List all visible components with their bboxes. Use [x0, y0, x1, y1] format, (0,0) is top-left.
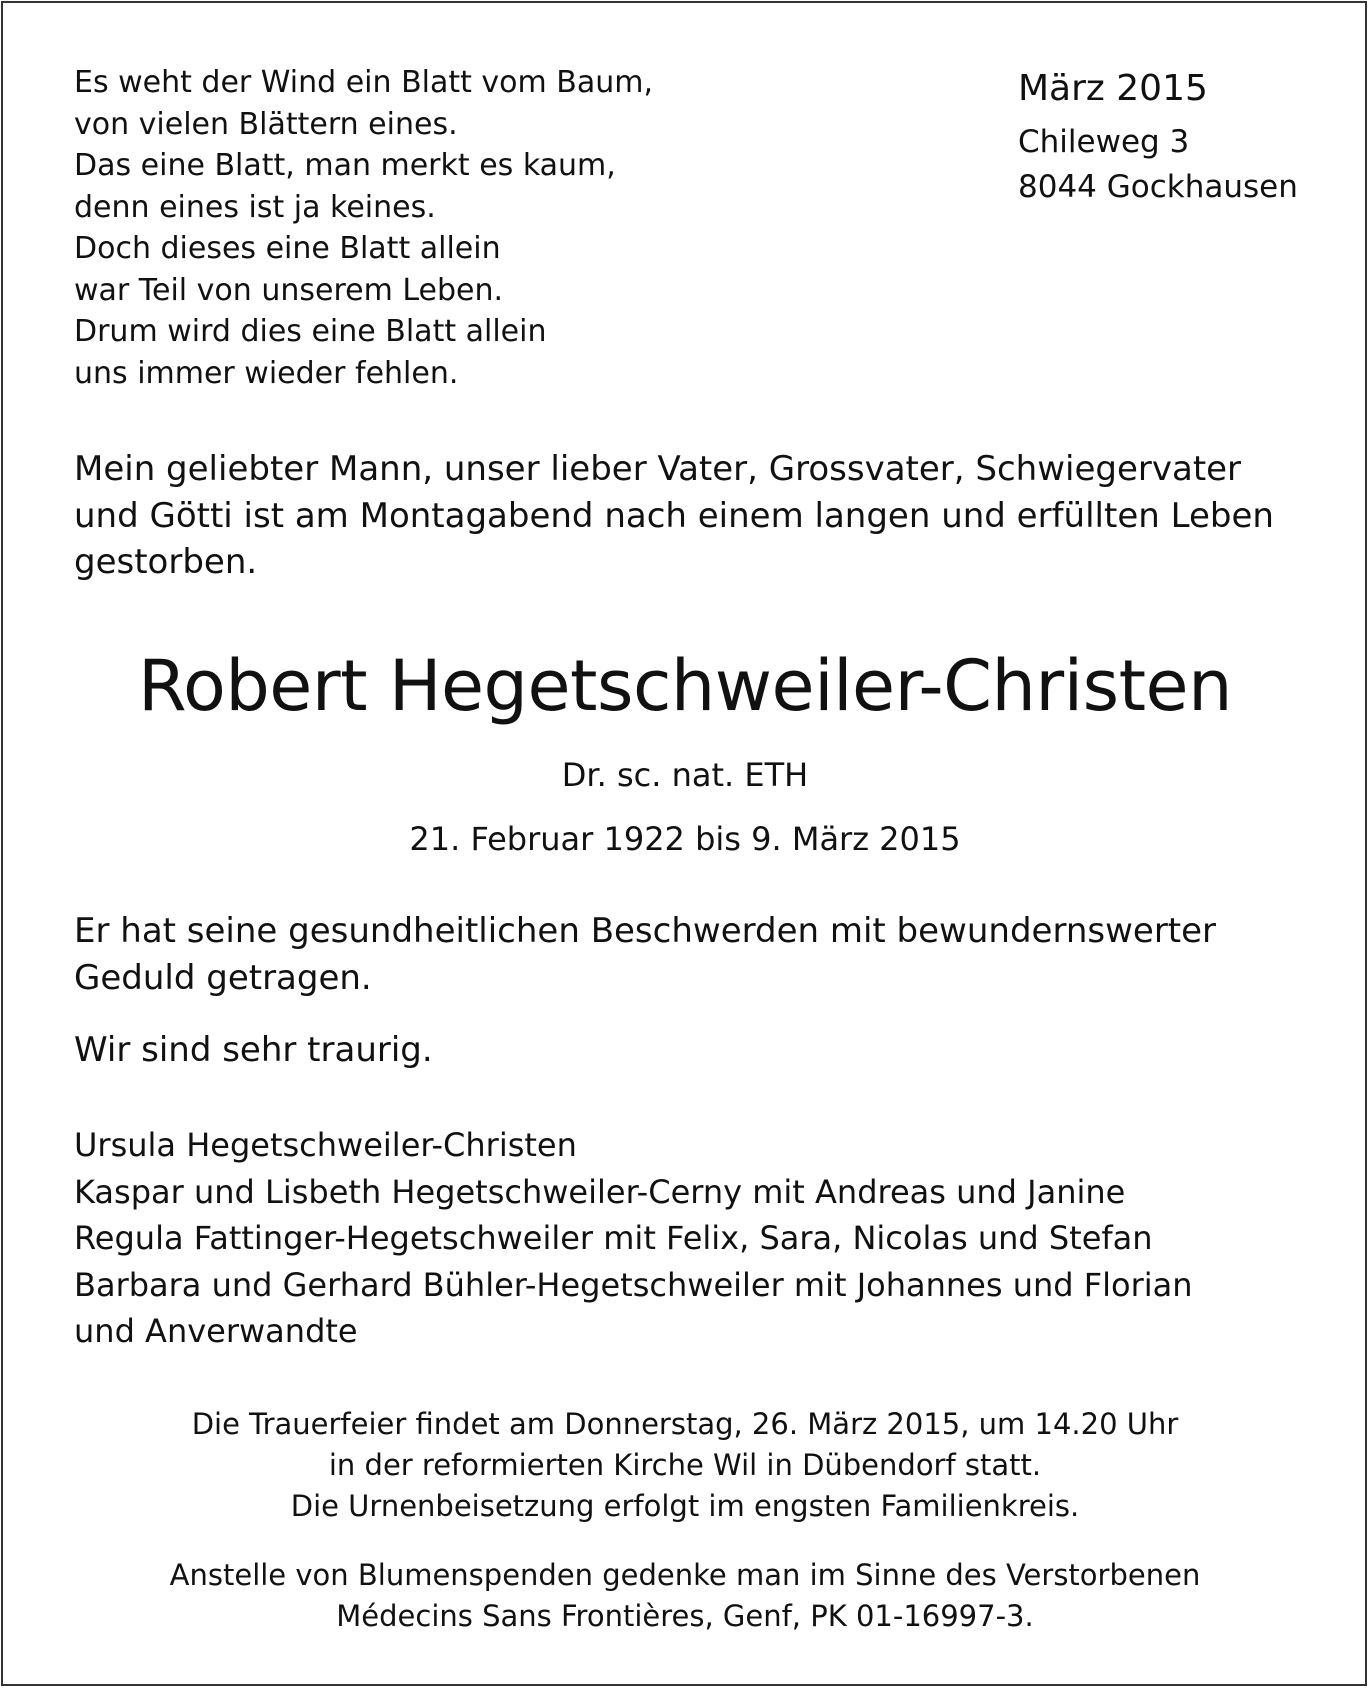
poem-line: denn eines ist ja keines. — [74, 189, 436, 225]
deceased-name: Robert Hegetschweiler-Christen — [138, 645, 1232, 727]
service-line: Die Urnenbeisetzung erfolgt im engsten Familienkreis. — [290, 1489, 1080, 1523]
family-line: Regula Fattinger-Hegetschweiler mit Felix, Sara, Nicolas und Stefan — [74, 1219, 1153, 1257]
family-line: und Anverwandte — [74, 1312, 358, 1350]
poem — [74, 62, 653, 394]
address-street: Chileweg 3 — [1018, 124, 1190, 160]
poem-line: von vielen Blättern eines. — [74, 106, 458, 142]
family-line: Barbara und Gerhard Bühler-Hegetschweiler mit Johannes und Florian — [74, 1265, 1193, 1304]
announcement-text: Mein geliebter Mann, unser lieber Vater, Grossvater, Schwiegervater und Götti ist am Montagabend nach einem langen und erfüllten Leben gestorben. — [74, 449, 1274, 582]
poem-line: Doch dieses eine Blatt allein — [74, 231, 501, 266]
family-line: Kaspar und Lisbeth Hegetschweiler-Cerny mit Andreas und Janine — [74, 1172, 1126, 1211]
deceased-title: Dr. sc. nat. ETH — [561, 756, 809, 794]
life-dates: 21. Februar 1922 bis 9. März 2015 — [409, 820, 961, 858]
poem-line: Das eine Blatt, man merkt es kaum, — [74, 148, 616, 183]
sad-text: Wir sind sehr traurig. — [74, 1030, 433, 1070]
family-list — [74, 1122, 1193, 1355]
donation-info — [0, 1555, 1370, 1637]
donation-line: Anstelle von Blumenspenden gedenke man im Sinne des Verstorbenen — [169, 1558, 1201, 1592]
patience-text: Er hat seine gesundheitlichen Beschwerden mit bewundernswerter Geduld getragen. — [74, 911, 1217, 998]
service-line: Die Trauerfeier findet am Donnerstag, 26. März 2015, um 14.20 Uhr — [191, 1407, 1179, 1441]
service-line: in der reformierten Kirche Wil in Dübendorf statt. — [328, 1448, 1042, 1482]
poem-line: Drum wird dies eine Blatt allein — [74, 314, 547, 349]
poem-line: war Teil von unserem Leben. — [74, 272, 504, 308]
service-info — [0, 1404, 1370, 1527]
family-line: Ursula Hegetschweiler-Christen — [74, 1126, 577, 1164]
poem-line: uns immer wieder fehlen. — [74, 355, 459, 391]
address-city: 8044 Gockhausen — [1018, 169, 1298, 205]
notice-date: März 2015 — [1018, 68, 1208, 109]
donation-line: Médecins Sans Frontières, Genf, PK 01-16997-3. — [336, 1599, 1034, 1633]
header-meta — [1018, 66, 1298, 210]
poem-line: Es weht der Wind ein Blatt vom Baum, — [74, 65, 654, 100]
